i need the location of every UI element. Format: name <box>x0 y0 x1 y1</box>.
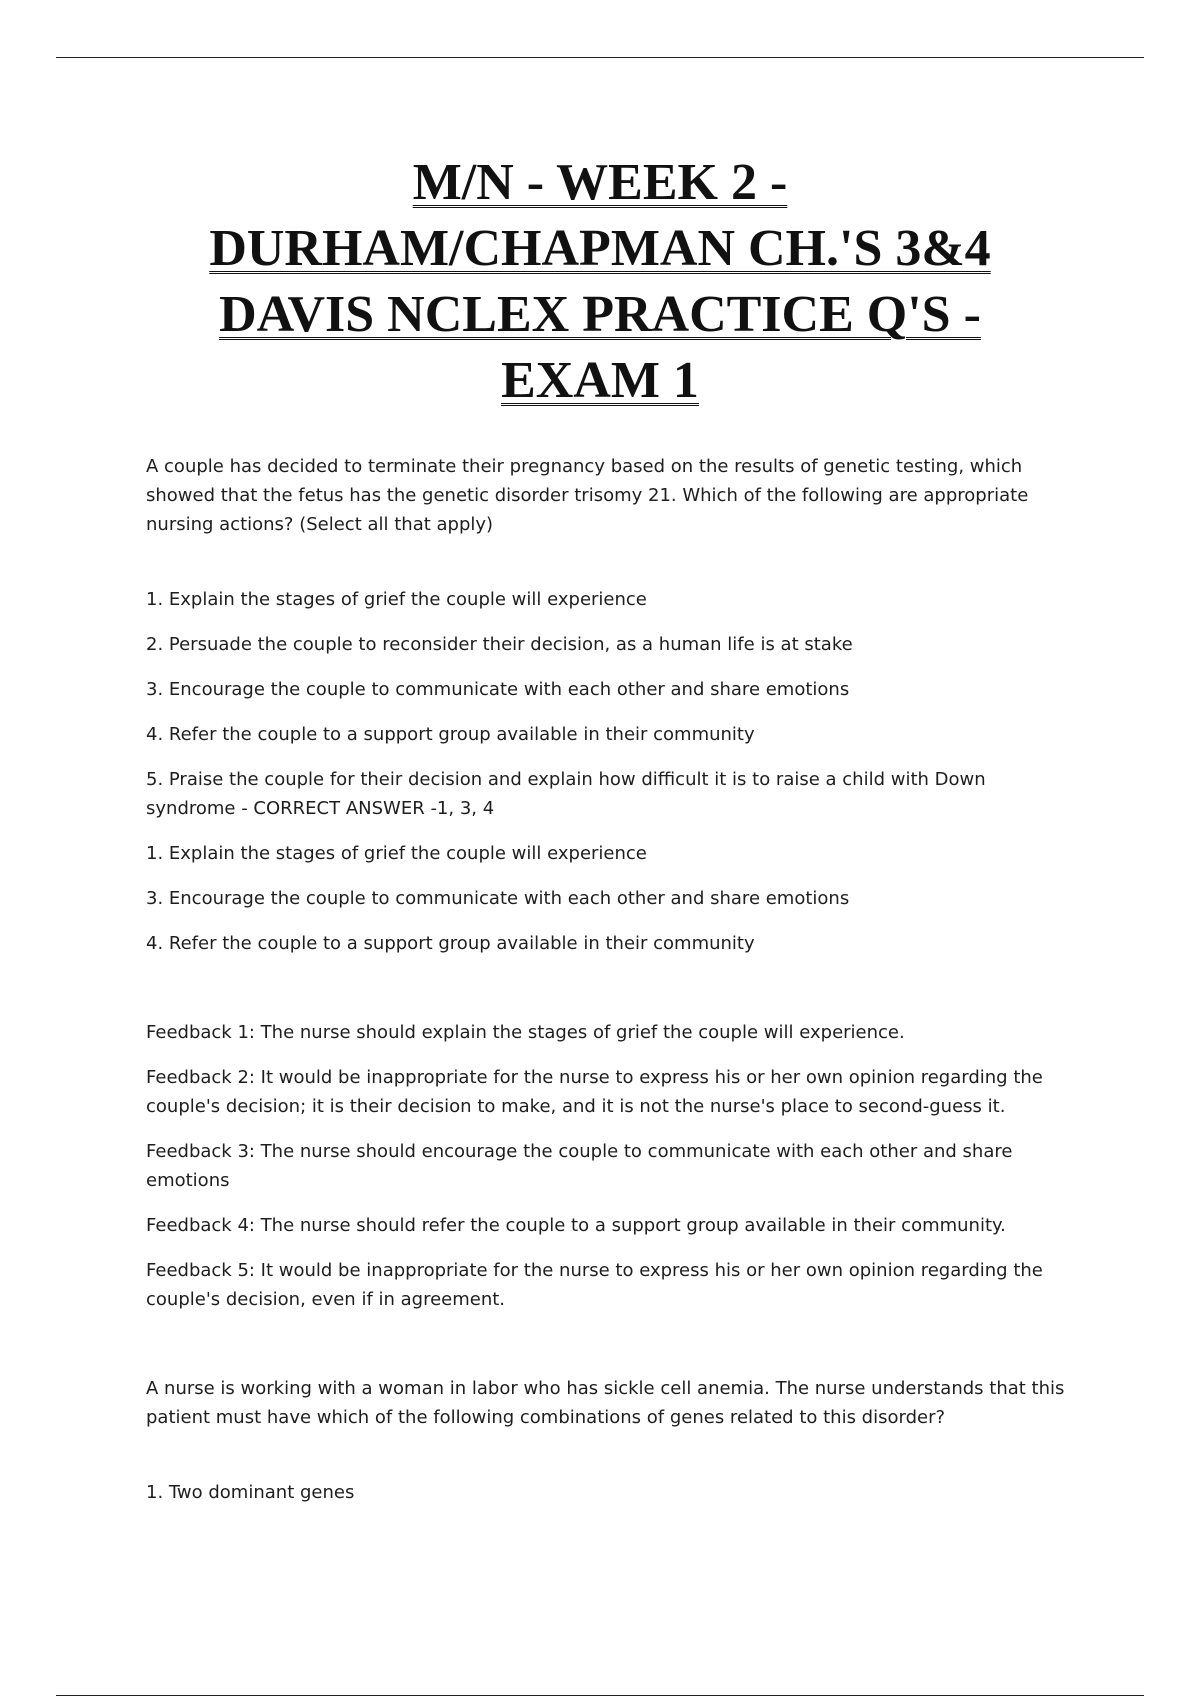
title-line-1: M/N - WEEK 2 - <box>412 154 788 211</box>
feedback-item: Feedback 4: The nurse should refer the couple to a support group available in their community. <box>146 1215 1006 1236</box>
bottom-rule <box>56 1695 1144 1696</box>
correct-answer-item: 4. Refer the couple to a support group available in their community <box>146 933 755 954</box>
title-line-2: DURHAM/CHAPMAN CH.'S 3&4 <box>209 220 991 277</box>
correct-answer-item: 1. Explain the stages of grief the couple will experience <box>146 843 647 864</box>
document-title <box>100 150 1100 414</box>
correct-answer-item: 3. Encourage the couple to communicate with each other and share emotions <box>146 888 850 909</box>
title-line-4: EXAM 1 <box>501 352 699 409</box>
question-1-option: 4. Refer the couple to a support group available in their community <box>146 724 755 745</box>
top-rule <box>56 57 1144 58</box>
title-line-3: DAVIS NCLEX PRACTICE Q'S - <box>219 286 981 343</box>
question-1-option: 2. Persuade the couple to reconsider their decision, as a human life is at stake <box>146 634 853 655</box>
question-1-option: 1. Explain the stages of grief the couple will experience <box>146 589 647 610</box>
question-2-option: 1. Two dominant genes <box>146 1482 355 1503</box>
feedback-item: Feedback 3: The nurse should encourage the couple to communicate with each other and share emotions <box>146 1141 1013 1191</box>
question-1-stem: A couple has decided to terminate their pregnancy based on the results of genetic testing, which showed that the fetus has the genetic disorder trisomy 21. Which of the following are appropriate nursing actions? (Select all that apply) <box>146 456 1029 535</box>
feedback-item: Feedback 2: It would be inappropriate for the nurse to express his or her own opinion regarding the couple's decision; it is their decision to make, and it is not the nurse's place to second-guess it. <box>146 1067 1043 1117</box>
question-1-option: 3. Encourage the couple to communicate with each other and share emotions <box>146 679 850 700</box>
document-body <box>146 452 1066 1523</box>
question-2-stem: A nurse is working with a woman in labor who has sickle cell anemia. The nurse understands that this patient must have which of the following combinations of genes related to this disorder? <box>146 1378 1065 1428</box>
feedback-item: Feedback 1: The nurse should explain the stages of grief the couple will experience. <box>146 1022 905 1043</box>
question-1-option: 5. Praise the couple for their decision and explain how difficult it is to raise a child with Down syndrome - CORRECT ANSWER -1, 3, 4 <box>146 769 986 819</box>
feedback-item: Feedback 5: It would be inappropriate for the nurse to express his or her own opinion regarding the couple's decision, even if in agreement. <box>146 1260 1043 1310</box>
